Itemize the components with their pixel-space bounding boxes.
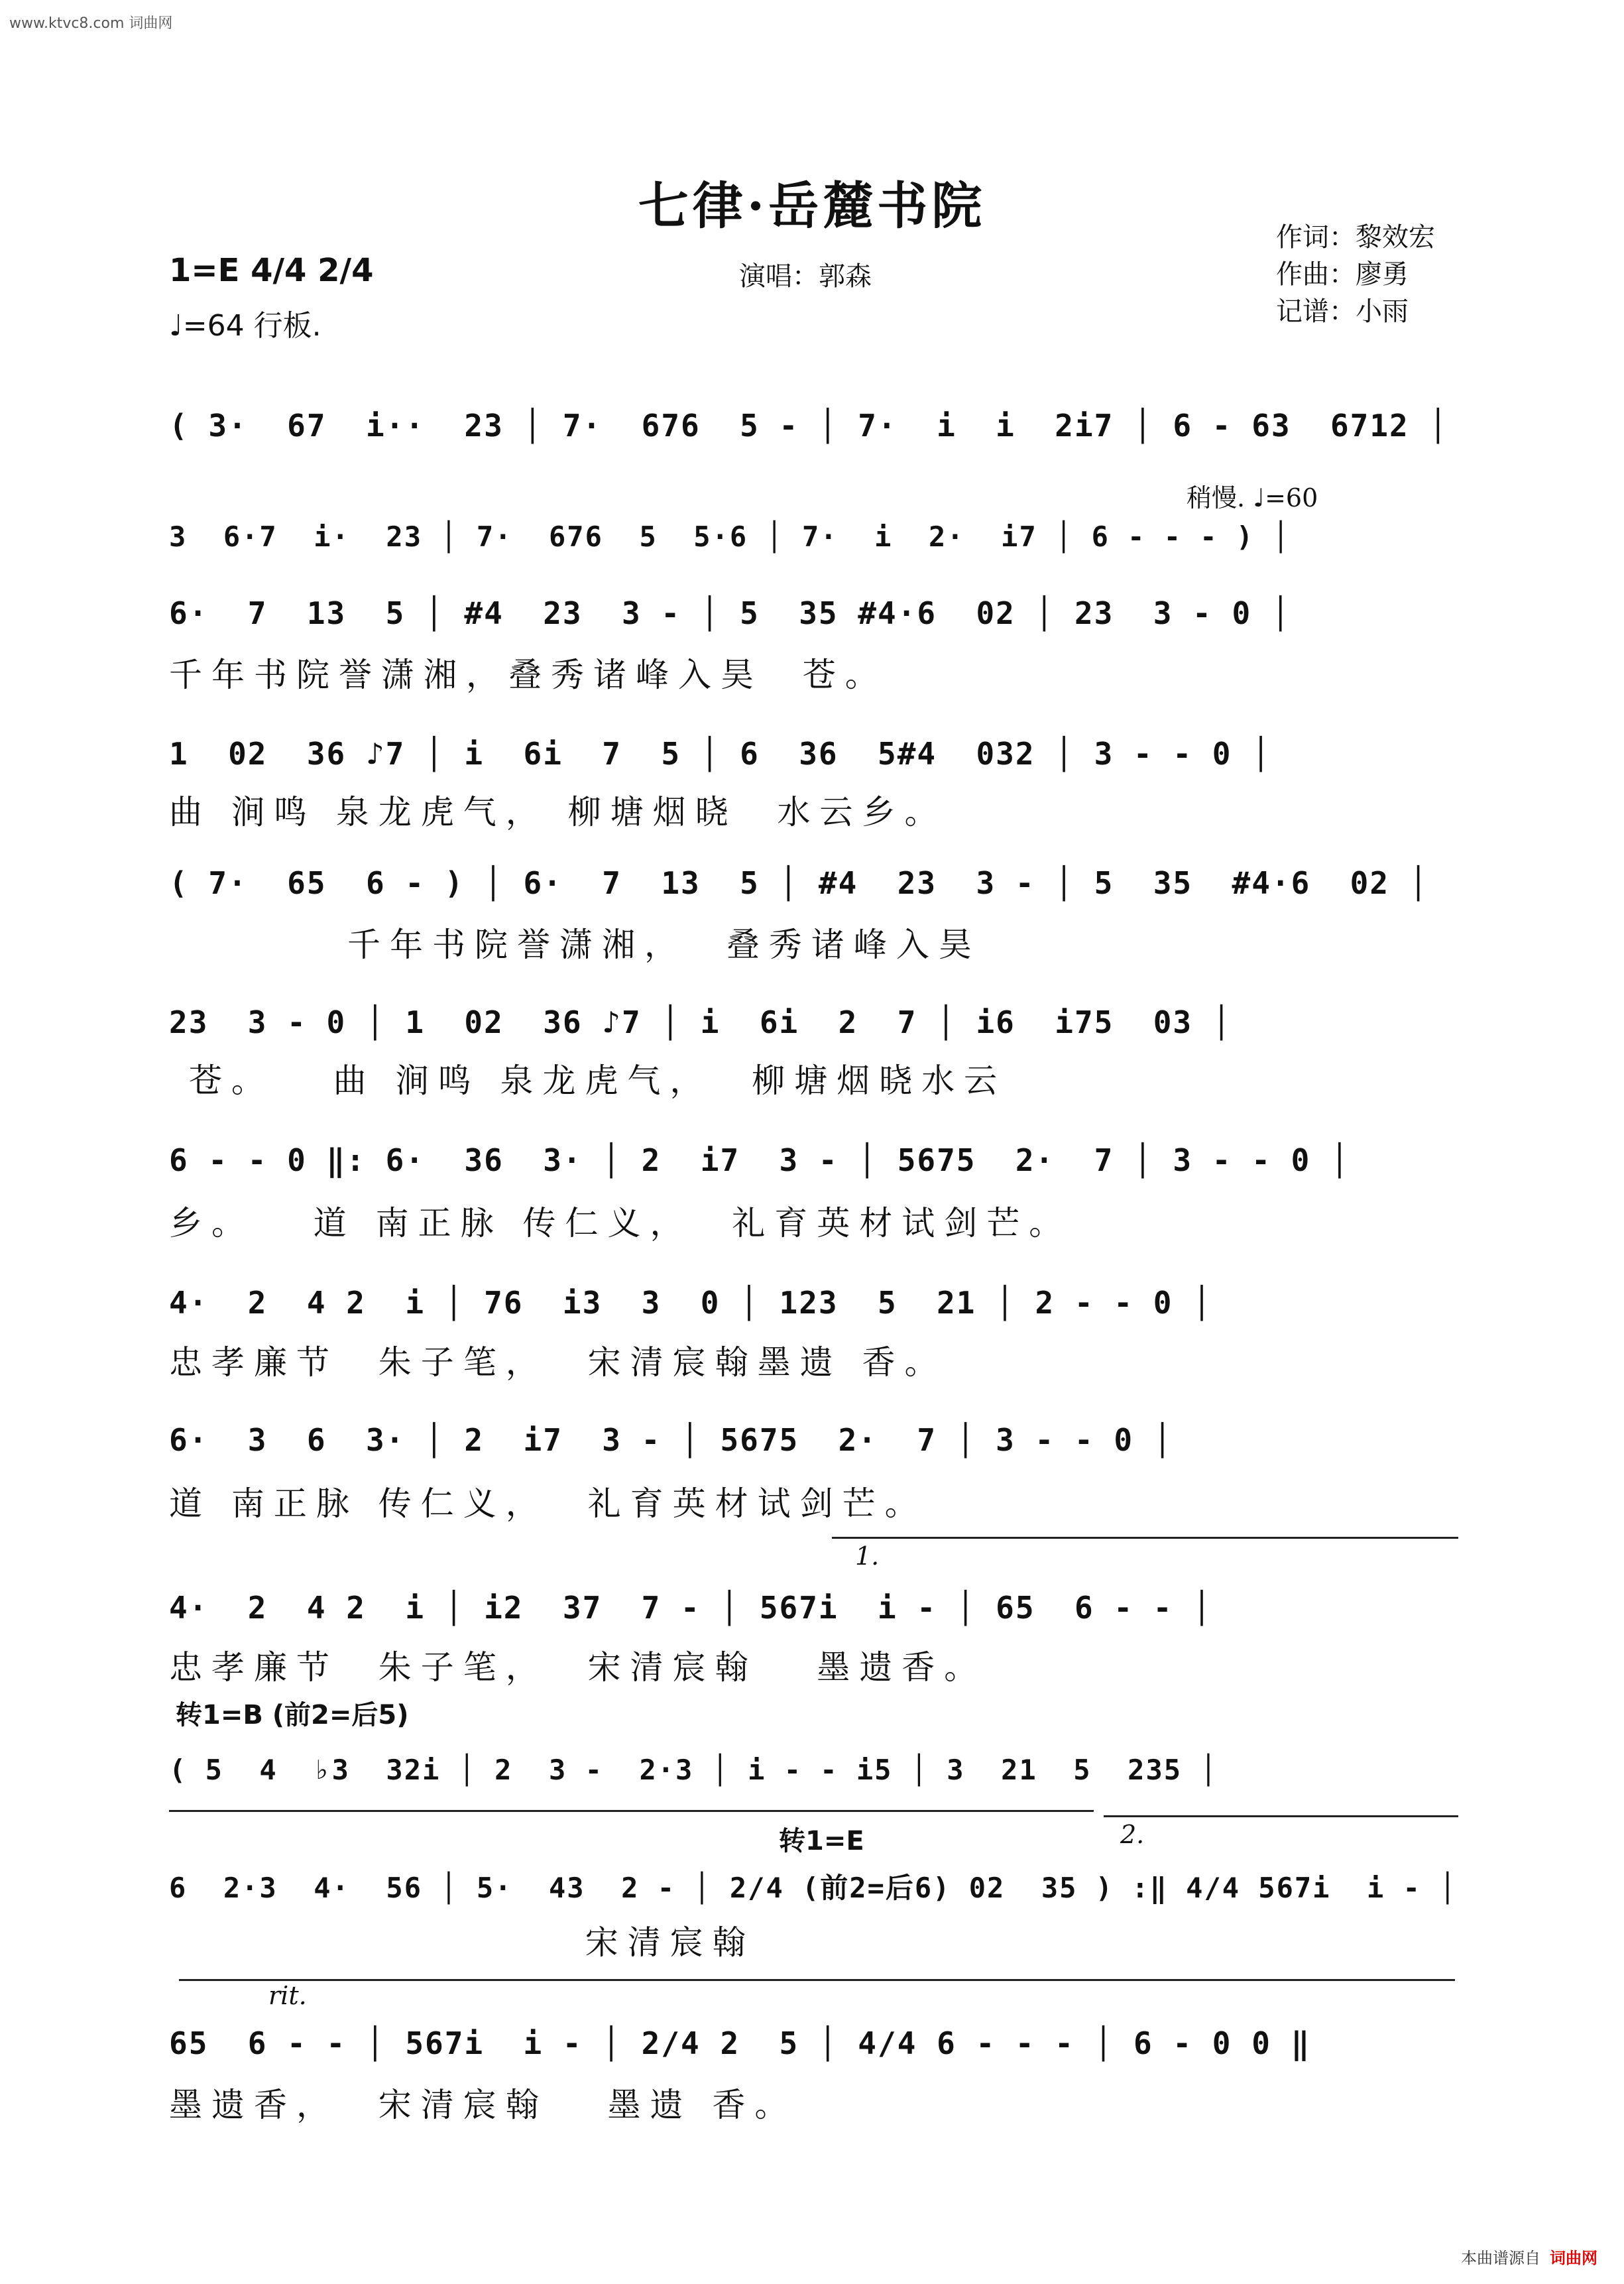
score-row-3: 6· 7 13 5 │ #4 23 3 - │ 5 35 #4·6 02 │ 23 3 - 0 │ (169, 595, 1291, 631)
first-ending-bracket (832, 1537, 1458, 1539)
page-title: 七律·岳麓书院 (638, 176, 986, 235)
transcriber-credit: 记谱：小雨 (1276, 296, 1409, 327)
score-row-2: 3 6·7 i· 23 │ 7· 676 5 5·6 │ 7· i 2· i7 │ 6 - - - ) │ (169, 520, 1291, 553)
score-row-12: 6 2·3 4· 56 │ 5· 43 2 - │ 2/4 (前2=后6) 02 35 ) :‖ 4/4 567i i - │ (169, 1872, 1458, 1904)
footer-attribution (1461, 2245, 1597, 2268)
score-row-13: 65 6 - - │ 567i i - │ 2/4 2 5 │ 4/4 6 - - - │ 6 - 0 0 ‖ (169, 2025, 1311, 2061)
lyrics-row-8: 忠孝廉节 朱子笔， 宋清宸翰墨遗 香。 (169, 1343, 947, 1382)
lyricist-credit: 作词：黎效宏 (1276, 222, 1435, 253)
second-ending-label: 2. (1120, 1820, 1145, 1849)
lyrics-row-12: 宋清宸翰 (169, 1923, 755, 1962)
tempo-change-mark: 稍慢. ♩=60 (1187, 483, 1318, 512)
tempo-marking: ♩=64 行板. (169, 309, 321, 343)
modulation-mark-b: 转1=B (前2=后5) (176, 1700, 409, 1730)
composer-credit: 作曲：廖勇 (1276, 259, 1409, 290)
score-row-9: 6· 3 6 3· │ 2 i7 3 - │ 5675 2· 7 │ 3 - - 0 │ (169, 1422, 1173, 1458)
lyrics-row-7: 乡。 道 南正脉 传仁义， 礼育英材试剑芒。 (169, 1204, 1072, 1242)
score-row-10: 4· 2 4 2 i │ i2 37 7 - │ 567i i - │ 65 6 - - │ (169, 1590, 1212, 1626)
score-row-7: 6 - - 0 ‖: 6· 36 3· │ 2 i7 3 - │ 5675 2· 7 │ 3 - - 0 │ (169, 1142, 1350, 1178)
site-watermark: www.ktvc8.com 词曲网 (9, 15, 173, 32)
lyrics-row-13: 墨遗香， 宋清宸翰 墨遗 香。 (169, 2086, 797, 2124)
score-row-11: ( 5 4 ♭3 32i │ 2 3 - 2·3 │ i - - i5 │ 3 21 5 235 │ (169, 1754, 1218, 1786)
section-divider (169, 1810, 1094, 1812)
lyrics-row-6: 苍。 曲 涧鸣 泉龙虎气， 柳塘烟晓水云 (169, 1061, 1007, 1100)
lyrics-row-5: 千年书院誉潇湘， 叠秀诸峰入昊 (169, 926, 981, 964)
lyrics-row-4: 曲 涧鸣 泉龙虎气， 柳塘烟晓 水云乡。 (169, 793, 947, 831)
modulation-mark-e: 转1=E (779, 1826, 864, 1856)
final-section-bracket (179, 1979, 1455, 1981)
score-row-8: 4· 2 4 2 i │ 76 i3 3 0 │ 123 5 21 │ 2 - - 0 │ (169, 1285, 1212, 1321)
score-row-1: ( 3· 67 i·· 23 │ 7· 676 5 - │ 7· i i 2i7 │ 6 - 63 6712 │ (169, 408, 1449, 444)
key-signature: 1=E 4/4 2/4 (169, 252, 374, 289)
singer-credit: 演唱：郭森 (739, 261, 872, 292)
score-row-4: 1 02 36 ♪7 │ i 6i 7 5 │ 6 36 5#4 032 │ 3 - - 0 │ (169, 736, 1271, 772)
lyrics-row-10: 忠孝廉节 朱子笔， 宋清宸翰 墨遗香。 (169, 1648, 987, 1687)
footer-brand[interactable]: 词曲网 (1550, 2249, 1597, 2267)
footer-source-text: 本曲谱源自 (1461, 2249, 1540, 2267)
ritardando-mark: rit. (268, 1981, 307, 2010)
first-ending-label: 1. (855, 1541, 880, 1571)
lyrics-row-3: 千年书院誉潇湘，叠秀诸峰入昊 苍。 (169, 656, 888, 694)
score-row-5: ( 7· 65 6 - ) │ 6· 7 13 5 │ #4 23 3 - │ 5 35 #4·6 02 │ (169, 865, 1429, 901)
credits-block (1276, 219, 1435, 330)
score-row-6: 23 3 - 0 │ 1 02 36 ♪7 │ i 6i 2 7 │ i6 i75 03 │ (169, 1004, 1232, 1040)
second-ending-bracket (1104, 1815, 1458, 1817)
lyrics-row-9: 道 南正脉 传仁义， 礼育英材试剑芒。 (169, 1484, 927, 1523)
